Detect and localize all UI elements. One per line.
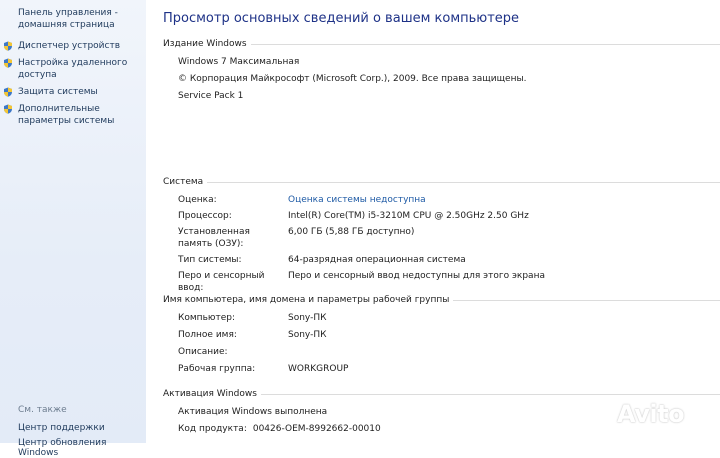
row-label: Рабочая группа: [178, 364, 256, 374]
divider [453, 300, 720, 301]
main-content [146, 0, 720, 443]
section-header: Активация Windows [163, 389, 257, 399]
system-type-row [178, 254, 466, 266]
rating-link[interactable]: Оценка системы недоступна [288, 195, 426, 205]
row-value: Sony-ПК [288, 313, 327, 323]
product-key-row [178, 423, 381, 435]
row-label: Тип системы: [178, 255, 242, 265]
workgroup-row [178, 363, 348, 375]
sidebar-item-label: Дополнительные параметры системы [18, 104, 115, 126]
pen-touch-row [178, 270, 545, 294]
sidebar-item-advanced-settings[interactable] [0, 103, 143, 127]
avito-watermark: Avito [617, 400, 685, 428]
sidebar-item-system-protection[interactable] [0, 86, 143, 98]
action-center-link[interactable]: Центр поддержки [18, 423, 105, 433]
page-title: Просмотр основных сведений о вашем компьютере [163, 11, 520, 26]
row-value: Intel(R) Core(TM) i5-3210M CPU @ 2.50GHz 2.50 GHz [288, 211, 529, 221]
sidebar-item-label: Диспетчер устройств [18, 41, 121, 51]
rating-row [178, 194, 426, 206]
sidebar-tasks [0, 40, 146, 132]
product-key: 00426-OEM-8992662-00010 [252, 424, 381, 434]
shield-icon [3, 104, 13, 114]
sidebar [0, 0, 146, 458]
row-label: Перо и сенсорный ввод: [178, 271, 265, 293]
section-header: Издание Windows [163, 39, 247, 49]
shield-icon [3, 41, 13, 51]
processor-row [178, 210, 529, 222]
row-value: 6,00 ГБ (5,88 ГБ доступно) [288, 227, 415, 237]
sidebar-item-device-manager[interactable] [0, 40, 143, 52]
full-name-row [178, 329, 327, 341]
windows-update-link[interactable]: Центр обновления Windows [18, 438, 107, 458]
activation-status: Активация Windows выполнена [178, 407, 328, 417]
row-label: Компьютер: [178, 313, 235, 323]
section-header: Система [163, 177, 204, 187]
computer-name-section [163, 294, 720, 374]
row-label: Полное имя: [178, 330, 237, 340]
service-pack: Service Pack 1 [178, 91, 244, 101]
description-row [178, 346, 288, 358]
row-value: Sony-ПК [288, 330, 327, 340]
row-value: 64-разрядная операционная система [288, 255, 466, 265]
sidebar-item-label: Настройка удаленного доступа [18, 58, 128, 80]
shield-icon [3, 87, 13, 97]
see-also-heading: См. также [18, 405, 67, 415]
section-header: Имя компьютера, имя домена и параметры рабочей группы [163, 295, 450, 305]
divider [207, 182, 720, 183]
row-label: Оценка: [178, 195, 217, 205]
row-label: Код продукта: [178, 424, 247, 434]
computer-row [178, 312, 327, 324]
edition-name: Windows 7 Максимальная [178, 57, 300, 67]
memory-row [178, 226, 414, 250]
row-label: Описание: [178, 347, 228, 357]
sidebar-item-label: Защита системы [18, 87, 98, 97]
system-section [163, 176, 720, 293]
sidebar-item-remote-settings[interactable] [0, 57, 143, 81]
row-label: Установленная память (ОЗУ): [178, 227, 250, 249]
control-panel-home-link[interactable]: Панель управления - домашняя страница [18, 8, 118, 30]
divider [261, 394, 720, 395]
divider [251, 44, 720, 45]
copyright-text: © Корпорация Майкрософт (Microsoft Corp.), 2009. Все права защищены. [178, 74, 527, 84]
row-value: Перо и сенсорный ввод недоступны для этого экрана [288, 271, 545, 281]
edition-section [163, 38, 720, 101]
shield-icon [3, 58, 13, 68]
row-label: Процессор: [178, 211, 232, 221]
row-value: WORKGROUP [288, 364, 349, 374]
